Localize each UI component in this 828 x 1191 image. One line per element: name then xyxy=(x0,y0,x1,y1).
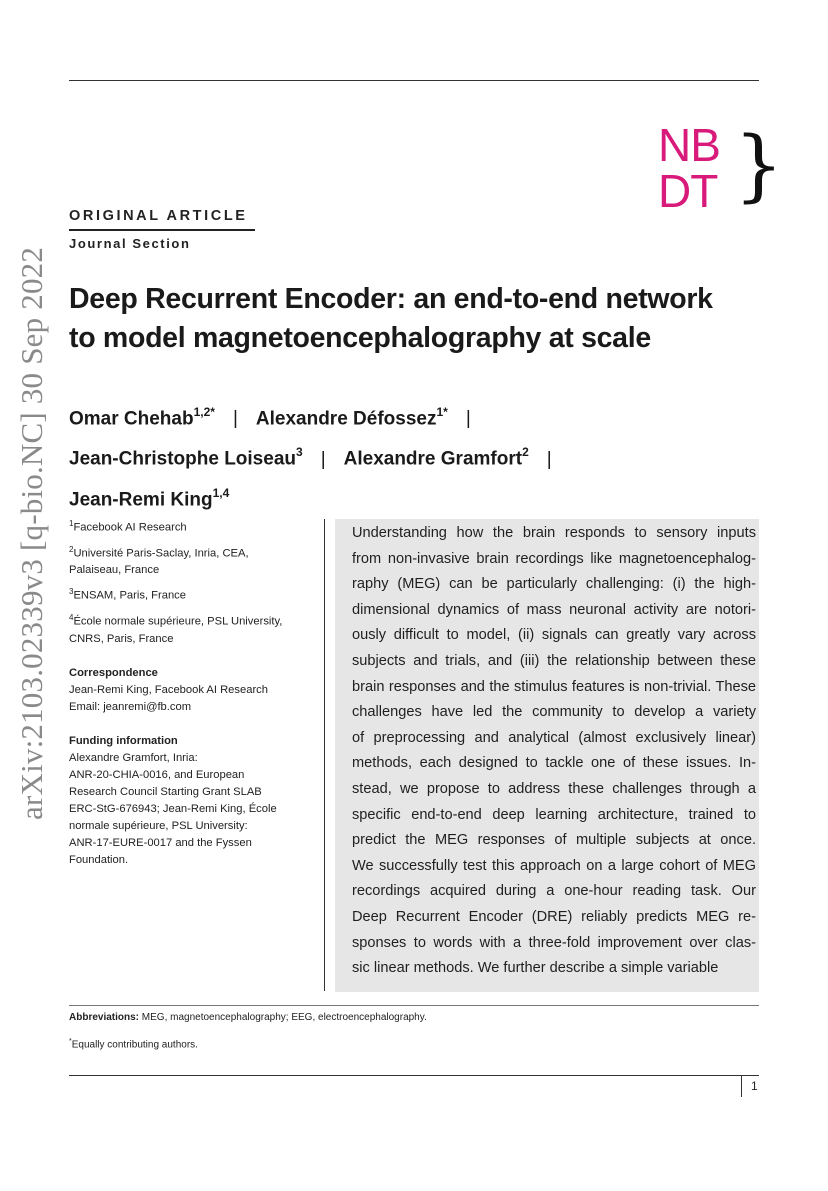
author-affil-sup: 1,4 xyxy=(212,485,230,500)
abstract-line: brain responses and the stimulus features is non-trivial. These xyxy=(352,678,756,695)
abstract-line: recordings acquired during a one-hour reading task. Our xyxy=(352,883,756,900)
affiliation-text: École normale supérieure, PSL University, xyxy=(73,615,283,628)
equal-contribution-text: Equally contributing authors. xyxy=(71,1039,198,1051)
footnotes xyxy=(69,1012,427,1050)
funding-line: ERC-StG-676943; Jean-Remi King, École xyxy=(69,802,277,815)
abstract-text xyxy=(352,521,756,982)
title-line: Deep Recurrent Encoder: an end-to-end network xyxy=(69,283,713,315)
affiliation-item xyxy=(69,541,304,580)
header-rule xyxy=(69,80,759,81)
correspondence-heading: Correspondence xyxy=(69,666,158,679)
author-separator: | xyxy=(320,448,326,470)
affiliation-number: 2 xyxy=(69,544,74,554)
funding-line: Research Council Starting Grant SLAB xyxy=(69,785,262,798)
affiliation-text: Palaiseau, France xyxy=(69,564,160,577)
author-affil-sup: 3 xyxy=(296,445,303,460)
equal-contribution-footnote xyxy=(69,1038,427,1050)
affiliation-text: CNRS, Paris, France xyxy=(69,632,174,645)
author-name: Alexandre Défossez xyxy=(255,408,437,430)
title-line: to model magnetoencephalography at scale xyxy=(69,322,651,354)
logo-brace: } xyxy=(734,121,784,211)
footnote-rule xyxy=(69,1005,759,1006)
front-matter-sidebar xyxy=(69,515,304,869)
affiliation-item xyxy=(69,583,304,605)
funding-line: ANR-20-CHIA-0016, and European xyxy=(69,768,245,781)
arxiv-stamp[interactable]: arXiv:2103.02339v3 [q-bio.NC] 30 Sep 2022 xyxy=(14,246,49,820)
affiliation-text: ENSAM, Paris, France xyxy=(73,590,186,603)
author-row xyxy=(69,477,709,517)
affiliation-text: Université Paris-Saclay, Inria, CEA, xyxy=(73,547,249,560)
abstract-line: sponses to words with a three-fold improvement over clas- xyxy=(352,934,756,951)
abstract-line: sic linear methods. We further describe a simple variable xyxy=(352,960,719,977)
page-number-divider xyxy=(741,1075,742,1097)
affiliation-text: Facebook AI Research xyxy=(73,521,187,534)
author-separator: | xyxy=(232,408,238,430)
footer-rule xyxy=(69,1075,759,1076)
author-separator: | xyxy=(465,408,471,430)
abbreviations-footnote xyxy=(69,1012,427,1023)
author-name: Jean-Remi King xyxy=(69,488,213,510)
footnote-mark: * xyxy=(69,1038,72,1045)
abbreviations-text: MEG, magnetoencephalography; EEG, electroencephalography. xyxy=(139,1012,427,1023)
logo-line1: NB xyxy=(658,119,720,171)
author-row xyxy=(69,436,709,476)
abstract-line: Understanding how the brain responds to sensory inputs xyxy=(352,525,756,541)
abstract-line: methods, each designed to tackle one of these issues. In- xyxy=(352,755,756,772)
correspondence-line: Jean-Remi King, Facebook AI Research xyxy=(69,683,268,696)
author-affil-sup: 1* xyxy=(436,405,448,419)
affiliation-number: 4 xyxy=(69,613,74,623)
abstract-line: specific end-to-end deep learning architecture, trained to xyxy=(352,806,756,823)
author-name: Alexandre Gramfort xyxy=(343,448,523,470)
author-affil-sup: 2 xyxy=(522,445,529,460)
abstract-line: predict the MEG responses of multiple subjects at once. xyxy=(352,832,756,849)
abstract-line: We successfully test this approach on a large cohort of MEG xyxy=(352,857,756,874)
journal-logo xyxy=(656,119,784,220)
abstract-line: stead, we propose to address these challenges through a xyxy=(352,780,756,797)
author-row xyxy=(69,396,709,436)
abstract-line: subjects and trials, and (iii) the relationship between these xyxy=(352,652,756,669)
funding-line: normale supérieure, PSL University: xyxy=(69,819,248,832)
abstract-line: challenges have led the community to develop a variety xyxy=(352,704,756,721)
abbreviations-label: Abbreviations: xyxy=(69,1012,140,1023)
abstract-line: Deep Recurrent Encoder (DRE) reliably predicts MEG re- xyxy=(352,908,756,925)
funding-line: Alexandre Gramfort, Inria: xyxy=(69,751,198,764)
funding-line: Foundation. xyxy=(69,853,129,866)
abstract-line: from non-invasive brain recordings like magnetoencephalog- xyxy=(352,550,756,567)
affiliation-number: 3 xyxy=(69,587,74,597)
paper-title xyxy=(69,280,789,358)
column-divider xyxy=(324,519,325,991)
kicker-underline xyxy=(69,229,255,231)
author-list xyxy=(69,396,709,517)
author-name: Omar Chehab xyxy=(69,408,194,430)
abstract-line: ously difficult to model, (ii) signals can greatly vary across xyxy=(352,627,756,644)
author-separator: | xyxy=(546,448,552,470)
affiliation-item xyxy=(69,515,304,537)
funding-line: ANR-17-EURE-0017 and the Fyssen xyxy=(69,836,252,849)
affiliation-item xyxy=(69,609,304,648)
author-name: Jean-Christophe Loiseau xyxy=(69,448,296,470)
abstract-line: raphy (MEG) can be particularly challenging: (i) the high- xyxy=(352,576,756,593)
affiliation-number: 1 xyxy=(69,519,74,528)
journal-section-label: Journal Section xyxy=(69,236,191,251)
funding-heading: Funding information xyxy=(69,734,178,747)
logo-line2: DT xyxy=(658,165,718,217)
page-number: 1 xyxy=(751,1079,758,1093)
author-affil-sup: 1,2* xyxy=(193,405,215,419)
abstract-line: dimensional dynamics of mass neuronal activity are notori- xyxy=(352,601,756,618)
article-type-label: ORIGINAL ARTICLE xyxy=(69,208,248,224)
correspondence-email[interactable]: Email: jeanremi@fb.com xyxy=(69,700,192,713)
abstract-line: of preprocessing and analytical (almost exclusively linear) xyxy=(352,729,756,746)
